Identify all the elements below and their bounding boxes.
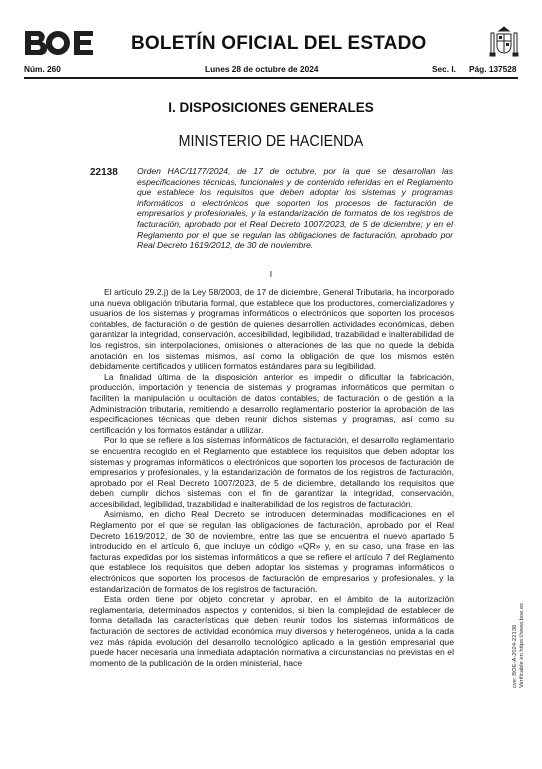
ministry-title: MINISTERIO DE HACIENDA (178, 133, 364, 150)
header-divider (24, 77, 518, 79)
page-number: Pág. 137528 (469, 64, 517, 74)
issue-meta-bar (24, 64, 518, 78)
body-paragraph: Por lo que se refiere a los sistemas informáticos de facturación, el desarrollo reglamentario se encuentra recogido en el Reglamento que establece los requisitos que deben adoptar los sistemas y programas informáticos o electrónicos que soporten los procesos de facturación de empresarios y profesionales, y la estandarización de formatos de los registros de facturación, aprobado por el Real Decreto 1007/2023, de 5 de diciembre, detallando los requisitos que deben cumplir dichos sistemas con el fin de garantizar la integridad, conservación, accesibilidad, legibilidad, trazabilidad e inalterabilidad de los registros de facturación. (90, 435, 454, 509)
body-paragraph: Asimismo, en dicho Real Decreto se introducen determinadas modificaciones en el Reglamento por el que se regulan las obligaciones de facturación, aprobado por el Real Decreto 1619/2012, de 30 de noviembre, entre las que se encuentra el nuevo apartado 5 introducido en el artículo 6, que incluye un código «QR» y, en su caso, una frase en las facturas expedidas por los sistemas informáticos a que se refiere el artículo 7 del Reglamento que establece los requisitos que deben adoptar los sistemas y programas informáticos o electrónicos que soporten los procesos de facturación de empresarios y profesionales, y la estandarización de formatos de los registros de facturación. (90, 509, 454, 594)
coat-of-arms-icon (489, 25, 519, 59)
gazette-title: BOLETÍN OFICIAL DEL ESTADO (131, 33, 427, 54)
section-label: Sec. I. (432, 64, 456, 74)
verification-note (512, 603, 526, 688)
body-paragraph: Esta orden tiene por objeto concretar y aprobar, en el ámbito de la autorización reglamentaria, determinados aspectos y contenidos, si bien la complejidad de establecer de forma detallada las características que deben reunir todos los sistemas informáticos de facturación de sectores de actividad económica muy diversos y heterogéneos, unida a la cada vez más rápida evolución del desarrollo tecnológico aplicado a la gestión empresarial que puede hacer necesaria una inmediata adaptación normativa a circunstancias no previstas en el momento de la publicación de la orden ministerial, hace (90, 594, 454, 668)
body-paragraph: La finalidad última de la disposición anterior es impedir o dificultar la fabricación, producción, importación y tenencia de sistemas y programas informáticos que permitan o faciliten la manipulación u ocultación de datos contables, de facturación o de gestión a la Administración tributaria, remitiendo a desarrollo reglamentario posterior la aprobación de las especificaciones técnicas que deben reunir dichos sistemas y programas, así como su certificación y los formatos estándar a utilizar. (90, 371, 454, 435)
order-title: Orden HAC/1177/2024, de 17 de octubre, por la que se desarrollan las especificaciones técnicas, funcionales y de contenido referidas en el Reglamento que establece los requisitos que deben adoptar los sistemas y programas informáticos o electrónicos que soporten los procesos de facturación de empresarios y profesionales, y la estandarización de formatos de los registros de facturación, aprobado por el Real Decreto 1007/2023, de 5 de diciembre; y en el Reglamento por el que se regulan las obligaciones de facturación, aprobado por Real Decreto 1619/2012, de 30 de noviembre. (137, 166, 453, 251)
reference-number: 22138 (90, 167, 118, 178)
boe-logo (24, 30, 94, 56)
cve-code: cve: BOE-A-2024-22138 (512, 624, 518, 688)
body-paragraph: El artículo 29.2.j) de la Ley 58/2003, de 17 de diciembre, General Tributaria, ha incorporado una nueva obligación tributaria formal, que establece que los productores, comercializadores y usuarios de los sistemas y programas informáticos o electrónicos que soporten los procesos contables, de facturación o de gestión de quienes desarrollen actividades económicas, deben garantizar la integridad, conservación, accesibilidad, legibilidad, trazabilidad e inalterabilidad de los registros, sin interpolaciones, omisiones o alteraciones de las que no quede la debida anotación en los sistemas mismos, así como la obligación de que los mismos estén debidamente certificados y utilicen formatos estándares para su legibilidad. (90, 287, 454, 372)
issue-date: Lunes 28 de octubre de 2024 (205, 64, 319, 74)
issue-number: Núm. 260 (24, 64, 61, 74)
chapter-numeral: I (269, 269, 273, 279)
section-title: I. DISPOSICIONES GENERALES (168, 100, 374, 115)
document-body (90, 287, 454, 668)
verification-link[interactable]: Verificable en https://www.boe.es (519, 602, 525, 688)
